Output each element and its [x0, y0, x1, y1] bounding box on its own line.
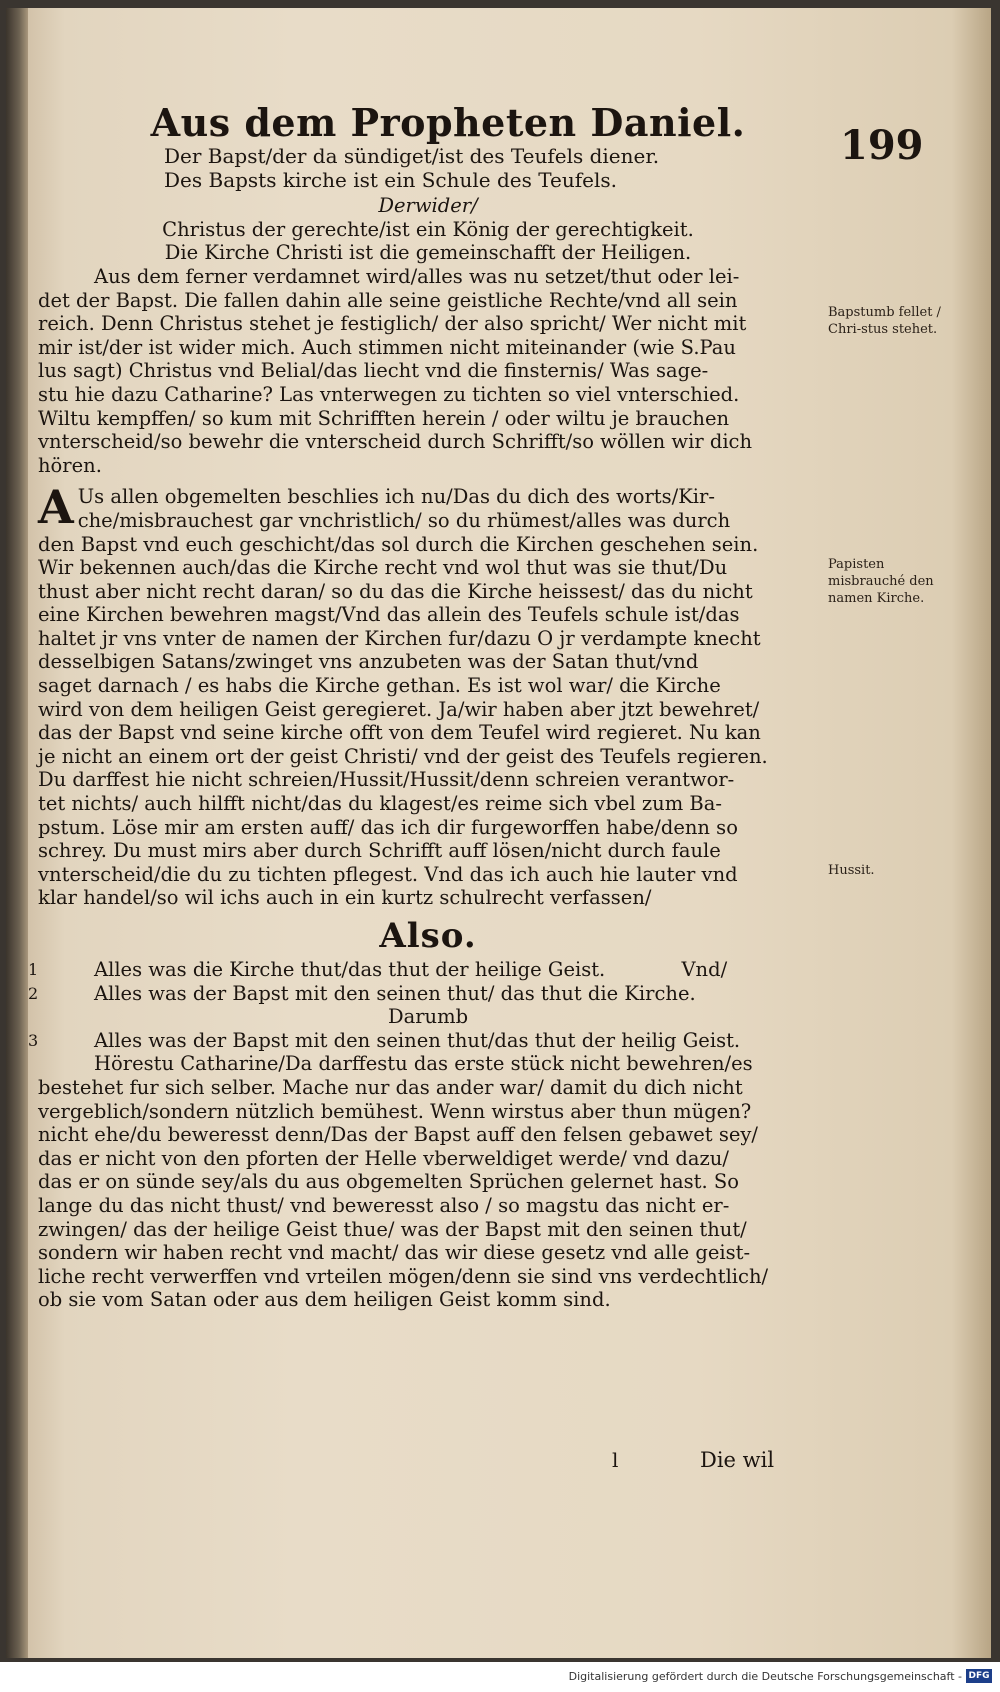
paragraph-line: schrey. Du must mirs aber durch Schrifft auff lösen/nicht durch faule — [38, 839, 721, 863]
paragraph-line: mir ist/der ist wider mich. Auch stimmen nicht miteinander (wie S.Pau — [38, 335, 736, 359]
paragraph-line: vnterscheid/die du zu tichten pflegest. Vnd das ich auch hie lauter vnd — [38, 862, 738, 886]
paragraph-2 — [38, 480, 818, 910]
paragraph-line: det der Bapst. Die fallen dahin alle seine geistliche Rechte/vnd all sein — [38, 288, 738, 312]
item-number: 2 — [28, 983, 39, 1003]
paragraph-line: das der Bapst vnd seine kirche offt von dem Teufel wird regieret. Nu kan — [38, 721, 761, 745]
syllogism — [28, 958, 818, 1052]
item-suffix: Vnd/ — [681, 958, 728, 981]
paragraph-3 — [38, 1052, 818, 1312]
syllogism-item — [28, 958, 818, 982]
paragraph-line: Aus dem ferner verdamnet wird/alles was nu setzet/thut oder lei- — [94, 264, 740, 288]
paragraph-line: vergeblich/sondern nützlich bemühest. Wenn wirstus aber thun mügen? — [38, 1099, 752, 1123]
item-number: 3 — [28, 1030, 39, 1050]
signature-mark: l — [612, 1448, 619, 1472]
catchword: Die wil — [700, 1448, 775, 1472]
paragraph-line: eine Kirchen bewehren magst/Vnd das allein des Teufels schule ist/das — [38, 603, 740, 627]
paragraph-line: ob sie vom Satan oder aus dem heiligen Geist komm sind. — [38, 1288, 611, 1312]
marginal-note: Papisten misbrauché den namen Kirche. — [828, 557, 934, 606]
paragraph-1 — [38, 265, 818, 477]
main-text-block — [28, 100, 818, 1312]
paragraph-line: lange du das nicht thust/ vnd beweresst also / so magstu das nicht er- — [38, 1193, 730, 1217]
paragraph-line: Du darffest hie nicht schreien/Hussit/Hussit/denn schreien verantwor- — [38, 768, 735, 792]
paragraph-line: bestehet fur sich selber. Mache nur das ander war/ damit du dich nicht — [38, 1075, 743, 1099]
paragraph-line: hören. — [38, 453, 102, 477]
paragraph-line: che/misbrauchest gar vnchristlich/ so du rhümest/alles was durch — [77, 508, 731, 532]
paragraph-line: haltet jr vns vnter de namen der Kirchen fur/dazu O jr verdampte knecht — [38, 626, 761, 650]
response-line: Die Kirche Christi ist die gemeinschafft der Heiligen. — [164, 241, 692, 265]
syllogism-item — [28, 981, 818, 1006]
paragraph-line: reich. Denn Christus stehet je festiglich/ der also spricht/ Wer nicht mit — [38, 312, 747, 336]
response-heading: Derwider/ — [378, 194, 478, 218]
item-text: Alles was der Bapst mit den seinen thut/ das thut die Kirche. — [94, 981, 696, 1005]
running-head: Aus dem Propheten Daniel. — [150, 100, 746, 145]
paragraph-line: pstum. Löse mir am ersten auff/ das ich dir furgeworffen habe/denn so — [38, 815, 738, 839]
intro-line: Des Bapsts kirche ist ein Schule des Teufels. — [164, 167, 617, 192]
paragraph-line: Wir bekennen auch/das die Kirche recht vnd wol thut was sie thut/Du — [38, 556, 728, 580]
syllogism-heading: Also. — [379, 916, 477, 956]
marginal-note: Hussit. — [828, 863, 875, 878]
paragraph-line: stu hie dazu Catharine? Las vnterwegen zu tichten so viel vnterschied. — [38, 382, 740, 406]
page-number: 199 — [840, 122, 924, 169]
initial-letter: A — [38, 480, 74, 535]
syllogism-conclusion-marker: Darumb — [387, 1005, 469, 1029]
paragraph-line: Wiltu kempffen/ so kum mit Schrifften herein / oder wiltu je brauchen — [38, 406, 730, 430]
paragraph-line: das er on sünde sey/als du aus obgemelten Sprüchen gelernet hast. So — [38, 1170, 739, 1194]
paragraph-line: klar handel/so wil ichs auch in ein kurtz schulrecht verfassen/ — [38, 886, 652, 910]
paragraph-line: nicht ehe/du beweresst denn/Das der Bapst auff den felsen gebawet sey/ — [38, 1123, 758, 1147]
paragraph-line: lus sagt) Christus vnd Belial/das liecht vnd die finsternis/ Was sage- — [38, 359, 709, 383]
paragraph-line: desselbigen Satans/zwinget vns anzubeten was der Satan thut/vnd — [38, 650, 699, 674]
intro-lines — [38, 145, 818, 192]
intro-line: Der Bapst/der da sündiget/ist des Teufels diener. — [164, 144, 660, 168]
paragraph-line: saget darnach / es habs die Kirche gethan. Es ist wol war/ die Kirche — [38, 674, 721, 698]
item-number: 1 — [28, 960, 39, 979]
paragraph-line: sondern wir haben recht vnd macht/ das wir diese gesetz vnd alle geist- — [38, 1241, 751, 1265]
digitization-footer — [0, 1662, 1000, 1692]
paragraph-line: je nicht an einem ort der geist Christi/ vnd der geist des Teufels regieren. — [38, 744, 768, 768]
paragraph-line: das er nicht von den pforten der Helle vberweldiget werde/ vnd dazu/ — [38, 1146, 729, 1170]
paragraph-line: Hörestu Catharine/Da darffestu das erste stück nicht bewehren/es — [94, 1052, 753, 1076]
item-text: Alles was der Bapst mit den seinen thut/das thut der heilig Geist. — [94, 1028, 741, 1052]
item-text: Alles was die Kirche thut/das thut der heilige Geist. — [94, 958, 606, 981]
paragraph-line: thust aber nicht recht daran/ so du das die Kirche heissest/ das du nicht — [38, 579, 753, 603]
marginal-note: Bapstumb fellet / Chri-stus stehet. — [828, 305, 941, 337]
paragraph-line: tet nichts/ auch hilfft nicht/das du klagest/es reime sich vbel zum Ba- — [38, 792, 722, 816]
response-line: Christus der gerechte/ist ein König der gerechtigkeit. — [162, 217, 694, 241]
paragraph-line: zwingen/ das der heilige Geist thue/ was der Bapst mit den seinen thut/ — [38, 1217, 747, 1241]
paragraph-line: wird von dem heiligen Geist geregieret. Ja/wir haben aber jtzt bewehret/ — [38, 697, 760, 721]
book-binding — [6, 8, 28, 1658]
syllogism-item — [28, 1028, 818, 1053]
paragraph-line: vnterscheid/so bewehr die vnterscheid durch Schrifft/so wöllen wir dich — [38, 430, 753, 454]
paragraph-line: Us allen obgemelten beschlies ich nu/Das du dich des worts/Kir- — [77, 485, 715, 509]
paragraph-line: liche recht verwerffen vnd vrteilen mögen/denn sie sind vns verdechtlich/ — [38, 1264, 769, 1288]
funding-credit: Digitalisierung gefördert durch die Deutsche Forschungsgemeinschaft - — [568, 1670, 962, 1683]
dfg-logo: DFG — [966, 1669, 992, 1683]
paragraph-line: den Bapst vnd euch geschicht/das sol durch die Kirchen geschehen sein. — [38, 532, 759, 556]
